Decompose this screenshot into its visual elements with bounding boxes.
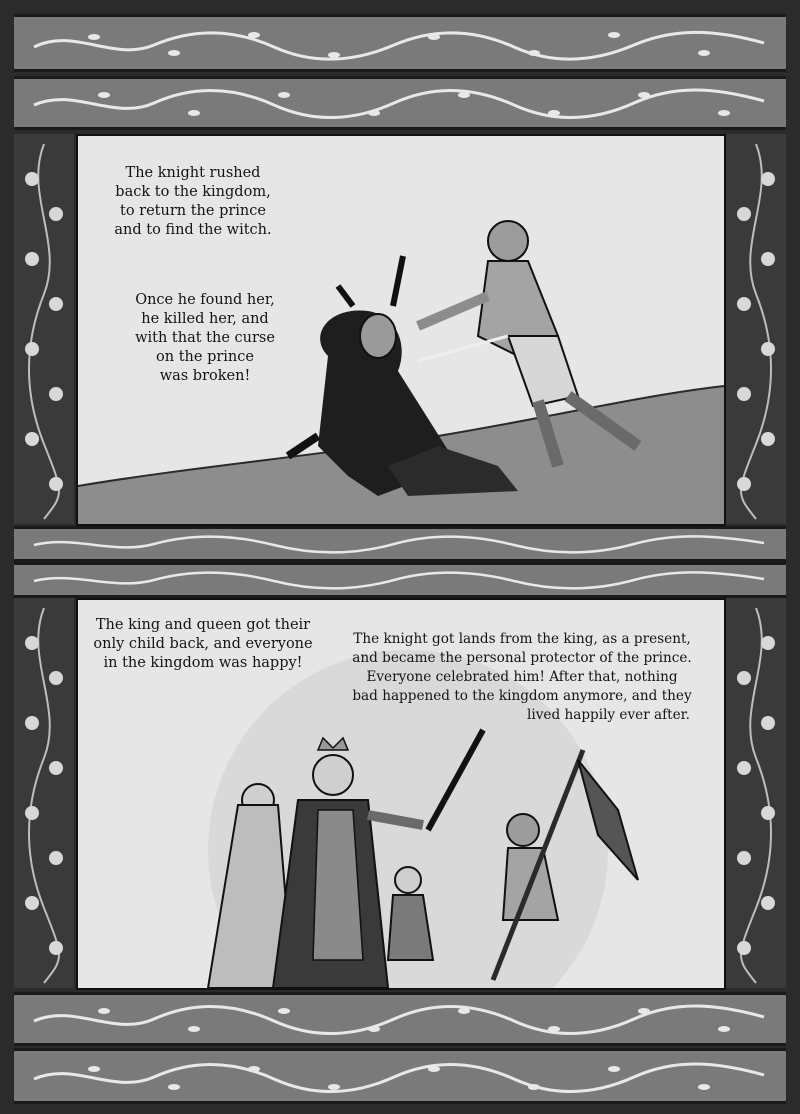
caption-line: Everyone celebrated him! After that, nothing [366,669,678,685]
caption-witch-killed [120,291,290,386]
caption-line: lived happily ever after. [527,707,690,723]
caption-line: The knight got lands from the king, as a present, [353,631,691,647]
caption-line: on the prince [156,349,254,365]
vine-column-left-2 [14,598,74,988]
caption-line: and to find the witch. [114,222,272,238]
caption-line: and became the personal protector of the prince. [352,650,692,666]
caption-knight-rewarded [324,630,720,725]
caption-line: back to the kingdom, [115,184,271,200]
vine-column-right-2 [726,598,786,988]
caption-line: to return the prince [120,203,266,219]
caption-royal-family-happy [93,616,313,673]
vine-column-left-1 [14,134,74,524]
vine-column-right-1 [726,134,786,524]
caption-line: with that the curse [135,330,275,346]
caption-line: Once he found her, [135,292,275,308]
caption-line: was broken! [159,368,251,384]
panel-knight-slays-witch [76,134,726,526]
ornament-band-top-1 [14,14,786,72]
caption-line: The knight rushed [125,165,261,181]
caption-line: only child back, and everyone [93,636,313,652]
caption-line: he killed her, and [141,311,269,327]
caption-line: bad happened to the kingdom anymore, and they [352,688,692,704]
caption-line: in the kingdom was happy! [103,655,303,671]
ornament-band-bottom-1 [14,992,786,1046]
caption-line: The king and queen got their [95,617,311,633]
ornament-band-bottom-2 [14,1048,786,1104]
ornament-band-top-2 [14,76,786,130]
ornament-band-middle-2 [14,562,786,598]
ornament-band-middle-1 [14,526,786,562]
panel-kingdom-celebrates [76,598,726,990]
caption-knight-returns [98,164,288,240]
